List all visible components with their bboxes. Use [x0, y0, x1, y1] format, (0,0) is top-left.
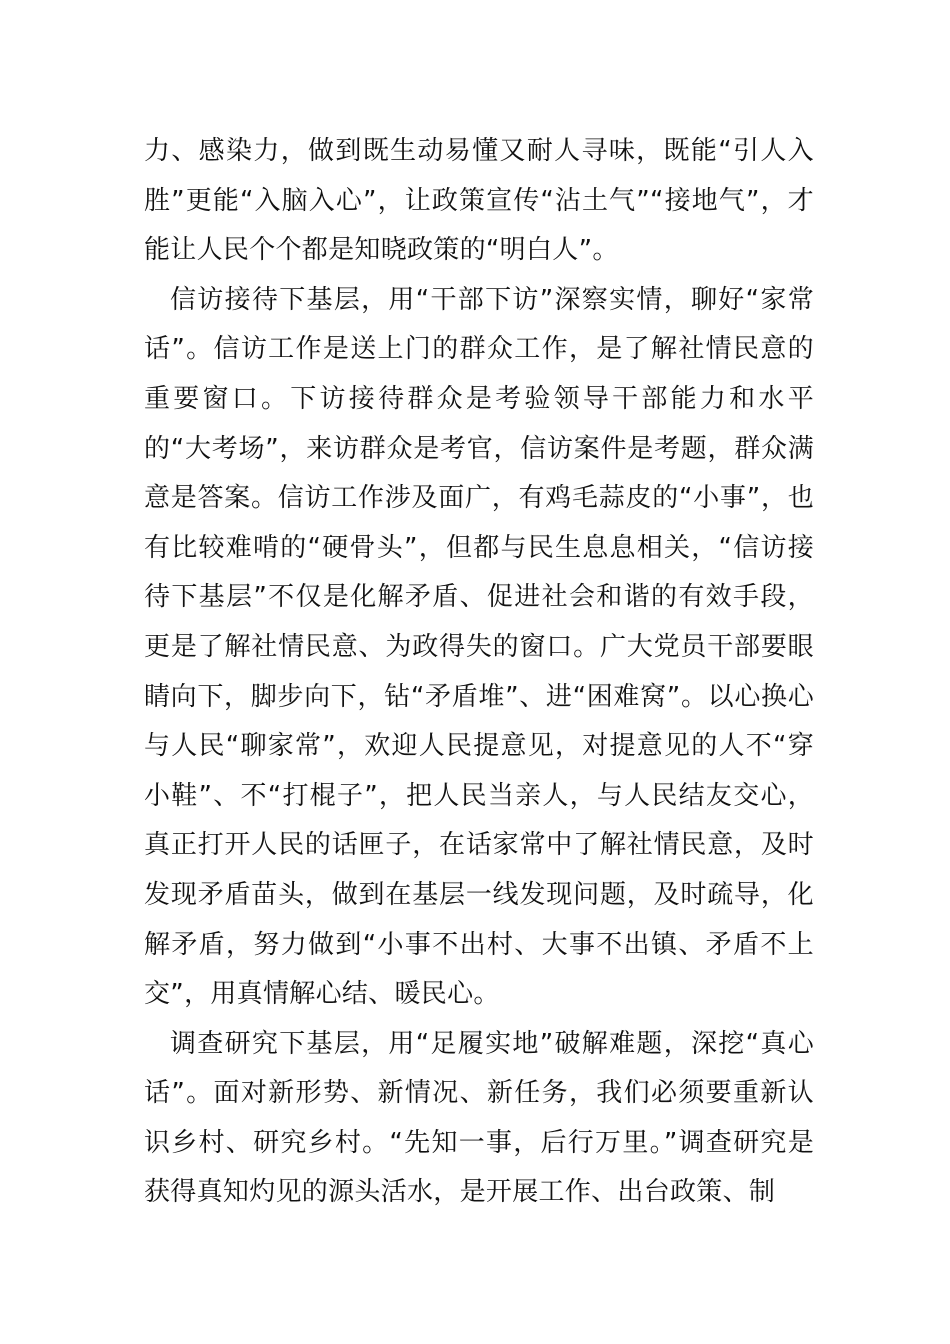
body-text [144, 127, 814, 1218]
paragraph-research: 调查研究下基层，用“足履实地”破解难题，深挖“真心话”。面对新形势、新情况、新任务，我们必须要重新认识乡村、研究乡村。“先知一事，后行万里。”调查研究是获得真知灼见的源头活水，是开展工作、出台政策、制 [144, 1028, 814, 1208]
paragraph-continued: 力、感染力，做到既生动易懂又耐人寻味，既能“引人入胜”更能“入脑入心”，让政策宣传“沾土气”“接地气”，才能让人民个个都是知晓政策的“明白人”。 [144, 136, 814, 266]
paragraph-petition-reception: 信访接待下基层，用“干部下访”深察实情，聊好“家常话”。信访工作是送上门的群众工作，是了解社情民意的重要窗口。下访接待群众是考验领导干部能力和水平的“大考场”，来访群众是考官，信访案件是考题，群众满意是答案。信访工作涉及面广，有鸡毛蒜皮的“小事”，也有比较难啃的“硬骨头”，但都与民生息息相关，“信访接待下基层”不仅是化解矛盾、促进社会和谐的有效手段，更是了解社情民意、为政得失的窗口。广大党员干部要眼睛向下，脚步向下，钻“矛盾堆”、进“困难窝”。以心换心与人民“聊家常”，欢迎人民提意见，对提意见的人不“穿小鞋”、不“打棍子”，把人民当亲人，与人民结友交心，真正打开人民的话匣子，在话家常中了解社情民意，及时发现矛盾苗头，做到在基层一线发现问题，及时疏导，化解矛盾，努力做到“小事不出村、大事不出镇、矛盾不上交”，用真情解心结、暖民心。 [144, 284, 814, 1010]
